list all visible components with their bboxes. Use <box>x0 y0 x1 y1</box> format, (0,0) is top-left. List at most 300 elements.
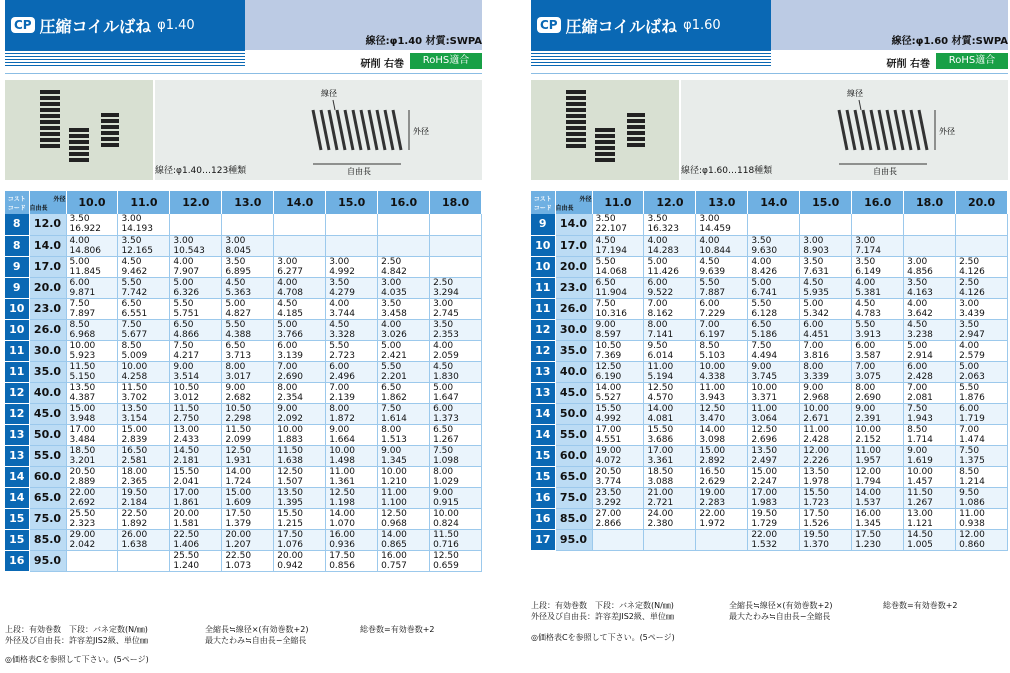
table-cell <box>696 508 748 529</box>
table-cell <box>956 319 1008 340</box>
active-coils: 6.00 <box>803 319 824 330</box>
cost-code: 10 <box>531 256 555 277</box>
spring-constant: 1.498 <box>329 455 355 466</box>
free-length: 50.0 <box>29 424 66 445</box>
table-cell <box>748 235 800 256</box>
spring-constant: 6.190 <box>595 371 622 382</box>
active-coils: 6.00 <box>277 340 298 351</box>
free-length: 35.0 <box>29 361 66 382</box>
active-coils: 14.50 <box>907 529 933 540</box>
spring-constant: 0.865 <box>381 539 407 550</box>
spring-constant: 0.856 <box>329 560 355 571</box>
spring-constant: 1.345 <box>381 455 407 466</box>
table-row <box>5 319 482 340</box>
table-row <box>531 298 1008 319</box>
spring-constant: 1.198 <box>329 497 355 508</box>
spring-constant: 3.201 <box>69 455 96 466</box>
cost-code: 11 <box>531 298 555 319</box>
active-coils: 3.00 <box>699 214 720 224</box>
table-cell <box>378 277 430 298</box>
spring-constant: 4.185 <box>277 308 304 319</box>
active-coils: 15.00 <box>751 466 778 477</box>
table-cell <box>118 361 170 382</box>
table-cell <box>326 277 378 298</box>
spring-constant: 2.579 <box>959 350 985 361</box>
table-cell <box>430 466 482 487</box>
table-cell <box>430 403 482 424</box>
table-cell <box>800 508 852 529</box>
spring-constant: 2.298 <box>225 413 252 424</box>
free-length: 20.0 <box>555 256 592 277</box>
active-coils: 19.50 <box>803 529 830 540</box>
spring-constant: 1.214 <box>959 476 985 487</box>
col-header: 13.0 <box>696 191 748 214</box>
spring-constant: 2.391 <box>855 413 881 424</box>
active-coils: 7.50 <box>173 340 194 351</box>
active-coils: 11.50 <box>173 403 200 414</box>
spring-photo <box>531 80 679 180</box>
table-cell <box>326 382 378 403</box>
table-cell <box>592 445 644 466</box>
active-coils: 10.00 <box>803 403 830 414</box>
spring-constant: 16.922 <box>69 224 101 234</box>
table-cell <box>222 529 274 550</box>
table-cell <box>170 214 222 235</box>
table-cell <box>326 319 378 340</box>
table-cell <box>118 529 170 550</box>
active-coils: 8.00 <box>855 382 876 393</box>
active-coils: 3.00 <box>277 256 298 267</box>
table-cell <box>956 445 1008 466</box>
table-cell <box>378 256 430 277</box>
spring-constant: 0.659 <box>433 560 459 571</box>
active-coils: 4.50 <box>855 298 876 309</box>
spring-constant: 4.842 <box>381 266 407 277</box>
active-coils: 13.00 <box>173 424 200 435</box>
active-coils: 3.00 <box>803 235 824 246</box>
table-cell <box>430 487 482 508</box>
table-cell <box>592 508 644 529</box>
table-cell <box>800 529 852 550</box>
spring-constant: 1.957 <box>855 455 881 466</box>
table-cell <box>696 235 748 256</box>
active-coils: 12.50 <box>277 466 304 477</box>
table-cell <box>904 445 956 466</box>
active-coils: 18.50 <box>647 466 674 477</box>
spring-constant: 5.342 <box>803 308 830 319</box>
spring-constant: 2.099 <box>225 434 252 445</box>
active-coils: 11.00 <box>803 424 830 435</box>
active-coils: 3.00 <box>959 298 980 309</box>
active-coils: 9.00 <box>225 382 246 393</box>
spring-constant: 3.154 <box>121 413 148 424</box>
active-coils: 17.00 <box>173 487 200 498</box>
table-cell <box>904 319 956 340</box>
active-coils: 8.50 <box>959 466 980 477</box>
table-cell <box>378 361 430 382</box>
table-cell <box>170 550 222 571</box>
table-cell <box>118 466 170 487</box>
spring-constant: 2.421 <box>381 350 407 361</box>
active-coils: 6.00 <box>647 277 668 288</box>
spring-constant: 4.258 <box>121 371 148 382</box>
table-row <box>531 235 1008 256</box>
table-cell <box>696 445 748 466</box>
table-cell <box>326 529 378 550</box>
active-coils: 17.00 <box>69 424 96 435</box>
col-header: 13.0 <box>222 191 274 214</box>
table-cell <box>644 319 696 340</box>
table-cell <box>592 424 644 445</box>
table-cell <box>748 340 800 361</box>
cost-code: 9 <box>5 277 29 298</box>
table-cell <box>170 445 222 466</box>
table-row <box>5 382 482 403</box>
table-cell <box>644 466 696 487</box>
active-coils: 4.00 <box>329 298 350 309</box>
active-coils: 12.50 <box>751 424 778 435</box>
spring-constant: 0.716 <box>433 539 459 550</box>
table-cell <box>956 403 1008 424</box>
table-cell <box>800 487 852 508</box>
spring-constant: 2.723 <box>329 350 355 361</box>
spring-constant: 1.532 <box>751 539 778 550</box>
table-cell <box>66 424 118 445</box>
active-coils: 6.50 <box>381 382 402 393</box>
spring-constant: 3.816 <box>803 350 830 361</box>
free-length: 85.0 <box>555 508 592 529</box>
active-coils: 7.00 <box>647 298 668 309</box>
spring-constant: 2.889 <box>69 476 96 487</box>
spring-constant: 3.361 <box>647 455 674 466</box>
table-cell <box>118 340 170 361</box>
table-cell <box>274 319 326 340</box>
table-cell <box>222 550 274 571</box>
active-coils: 4.00 <box>699 235 720 246</box>
active-coils: 7.50 <box>907 403 928 414</box>
table-cell <box>852 487 904 508</box>
spring-constant: 0.938 <box>959 518 985 529</box>
spring-constant: 1.876 <box>959 392 985 403</box>
spring-constant: 3.458 <box>381 308 407 319</box>
active-coils: 15.50 <box>595 403 622 414</box>
active-coils: 5.00 <box>69 256 90 267</box>
spring-constant: 9.871 <box>69 287 96 298</box>
active-coils: 10.50 <box>595 340 622 351</box>
table-cell <box>66 361 118 382</box>
label-wire: 線径 <box>847 89 863 98</box>
corner-header: 外径 自由長 <box>29 191 66 214</box>
table-cell <box>326 403 378 424</box>
active-coils: 10.00 <box>433 508 459 519</box>
table-cell <box>696 466 748 487</box>
active-coils: 4.50 <box>277 298 298 309</box>
note-3: 全縮長≒線径×(有効巻数+2) <box>205 625 309 634</box>
spring-constant: 2.696 <box>751 434 778 445</box>
table-cell <box>170 382 222 403</box>
table-cell <box>956 424 1008 445</box>
spring-constant: 1.098 <box>433 455 459 466</box>
spring-constant: 1.972 <box>699 518 726 529</box>
free-length: 95.0 <box>555 529 592 550</box>
col-header: 12.0 <box>644 191 696 214</box>
table-cell <box>170 256 222 277</box>
spring-constant: 5.009 <box>121 350 148 361</box>
active-coils: 4.00 <box>751 256 772 267</box>
spring-constant: 2.745 <box>433 308 459 319</box>
table-cell <box>222 403 274 424</box>
spring-constant: 2.947 <box>959 329 985 340</box>
free-length: 17.0 <box>555 235 592 256</box>
table-cell <box>378 403 430 424</box>
table-cell <box>956 361 1008 382</box>
spring-constant: 1.729 <box>751 518 778 529</box>
free-length: 85.0 <box>29 529 66 550</box>
active-coils: 3.50 <box>381 298 402 309</box>
table-cell <box>644 487 696 508</box>
spring-constant: 3.012 <box>173 392 200 403</box>
active-coils: 17.50 <box>277 529 304 540</box>
spring-constant: 1.638 <box>277 455 304 466</box>
active-coils: 11.50 <box>121 382 148 393</box>
active-coils: 5.00 <box>173 277 194 288</box>
active-coils: 17.50 <box>329 550 355 561</box>
active-coils: 15.00 <box>121 424 148 435</box>
corner-cell: コスト コード <box>531 191 555 214</box>
col-header: 15.0 <box>800 191 852 214</box>
table-cell <box>118 277 170 298</box>
table-cell <box>118 508 170 529</box>
free-length: 30.0 <box>29 340 66 361</box>
spring-constant: 1.457 <box>907 476 933 487</box>
col-header: 12.0 <box>170 191 222 214</box>
table-cell <box>170 298 222 319</box>
active-coils: 6.50 <box>751 319 772 330</box>
table-row <box>531 529 1008 550</box>
spring-constant: 2.839 <box>121 434 148 445</box>
active-coils: 21.00 <box>647 487 674 498</box>
note-1: 上段：有効巻数 下段：バネ定数(N/㎜) <box>5 625 148 634</box>
active-coils: 16.00 <box>329 529 355 540</box>
active-coils: 10.00 <box>329 445 355 456</box>
spring-constant: 5.186 <box>751 329 778 340</box>
active-coils: 6.00 <box>433 403 454 414</box>
active-coils: 5.00 <box>751 277 772 288</box>
cost-code: 9 <box>531 214 555 235</box>
table-cell <box>378 529 430 550</box>
spring-constant: 7.174 <box>855 245 881 256</box>
table-cell <box>748 487 800 508</box>
spring-constant: 1.513 <box>381 434 407 445</box>
spring-constant: 2.968 <box>803 392 830 403</box>
spring-constant: 2.063 <box>959 371 985 382</box>
spring-constant: 1.210 <box>381 476 407 487</box>
active-coils: 17.00 <box>647 445 674 456</box>
table-cell <box>170 466 222 487</box>
table-cell <box>66 550 118 571</box>
table-row <box>5 256 482 277</box>
table-cell <box>592 340 644 361</box>
table-row <box>5 508 482 529</box>
table-cell <box>170 340 222 361</box>
active-coils: 13.50 <box>69 382 96 393</box>
active-coils: 8.00 <box>647 319 668 330</box>
active-coils: 6.50 <box>173 319 194 330</box>
active-coils: 3.50 <box>855 256 876 267</box>
table-cell <box>904 466 956 487</box>
table-cell <box>274 382 326 403</box>
spring-constant: 7.229 <box>699 308 726 319</box>
free-length: 14.0 <box>555 214 592 235</box>
spring-constant: 3.339 <box>803 371 830 382</box>
spring-constant: 2.581 <box>121 455 148 466</box>
table-row <box>531 466 1008 487</box>
table-cell <box>956 382 1008 403</box>
table-cell <box>748 382 800 403</box>
table-cell <box>170 487 222 508</box>
spring-constant: 6.895 <box>225 266 252 277</box>
table-cell <box>852 403 904 424</box>
table-cell <box>326 508 378 529</box>
active-coils: 6.50 <box>433 424 454 435</box>
spring-constant: 2.365 <box>121 476 148 487</box>
active-coils: 10.00 <box>699 361 726 372</box>
table-cell <box>644 214 696 235</box>
spring-constant: 2.866 <box>595 518 622 529</box>
cost-code: 12 <box>531 340 555 361</box>
spring-constant: 7.141 <box>647 329 674 340</box>
active-coils: 29.00 <box>69 529 96 540</box>
table-cell <box>852 235 904 256</box>
cost-code: 9 <box>5 256 29 277</box>
active-coils: 3.50 <box>647 214 668 224</box>
table-cell <box>170 508 222 529</box>
free-length: 40.0 <box>555 361 592 382</box>
spring-photo <box>5 80 153 180</box>
rohs-badge: RoHS適合 <box>410 53 482 69</box>
table-cell <box>66 277 118 298</box>
spring-constant: 3.064 <box>751 413 778 424</box>
active-coils: 5.50 <box>225 319 246 330</box>
table-cell <box>852 277 904 298</box>
spring-constant: 8.903 <box>803 245 830 256</box>
table-cell <box>378 298 430 319</box>
spring-constant: 2.184 <box>121 497 148 508</box>
note-4: 最大たわみ≒自由長−全縮長 <box>729 612 831 621</box>
table-cell <box>430 340 482 361</box>
cost-code: 14 <box>531 403 555 424</box>
table-cell <box>170 361 222 382</box>
table-cell <box>956 214 1008 235</box>
table-cell <box>274 361 326 382</box>
table-cell <box>904 529 956 550</box>
spring-constant: 4.866 <box>173 329 200 340</box>
spring-constant: 6.326 <box>173 287 200 298</box>
free-length: 35.0 <box>555 340 592 361</box>
active-coils: 4.00 <box>855 277 876 288</box>
table-cell <box>118 550 170 571</box>
page-right <box>531 0 1008 673</box>
free-length: 55.0 <box>29 445 66 466</box>
spring-diagram <box>155 80 482 180</box>
table-cell <box>430 550 482 571</box>
spring-constant: 7.742 <box>121 287 148 298</box>
table-cell <box>430 277 482 298</box>
note-1: 上段：有効巻数 下段：バネ定数(N/㎜) <box>531 601 674 610</box>
spring-constant: 2.428 <box>803 434 830 445</box>
table-cell <box>66 214 118 235</box>
active-coils: 2.50 <box>959 277 980 288</box>
col-header: 15.0 <box>326 191 378 214</box>
active-coils: 7.50 <box>433 445 454 456</box>
spring-constant: 1.609 <box>225 497 252 508</box>
spring-constant: 5.103 <box>699 350 726 361</box>
active-coils: 3.00 <box>173 235 194 246</box>
spring-constant: 12.165 <box>121 245 153 256</box>
page-title: 圧縮コイルばね <box>565 16 678 36</box>
free-length: 65.0 <box>29 487 66 508</box>
spring-constant: 1.794 <box>855 476 881 487</box>
free-length: 14.0 <box>29 235 66 256</box>
active-coils: 22.00 <box>699 508 726 519</box>
table-cell <box>956 298 1008 319</box>
table-row <box>5 424 482 445</box>
spring-constant: 4.827 <box>225 308 252 319</box>
table-cell <box>800 256 852 277</box>
table-cell <box>222 382 274 403</box>
active-coils: 9.50 <box>647 340 668 351</box>
table-cell <box>852 319 904 340</box>
active-coils: 13.50 <box>277 487 304 498</box>
category-badge: CP <box>537 17 561 33</box>
active-coils: 5.00 <box>433 382 454 393</box>
cost-code: 14 <box>5 466 29 487</box>
active-coils: 3.00 <box>381 277 402 288</box>
cost-code: 16 <box>5 550 29 571</box>
active-coils: 8.50 <box>69 319 90 330</box>
table-cell <box>696 319 748 340</box>
spring-constant: 6.197 <box>699 329 726 340</box>
spring-constant: 3.026 <box>381 329 407 340</box>
table-cell <box>904 256 956 277</box>
active-coils: 5.00 <box>647 256 668 267</box>
table-cell <box>274 277 326 298</box>
active-coils: 14.00 <box>647 403 674 414</box>
free-length: 26.0 <box>555 298 592 319</box>
table-cell <box>800 340 852 361</box>
spring-constant: 2.497 <box>751 455 778 466</box>
table-cell <box>904 214 956 235</box>
spring-constant: 1.215 <box>277 518 304 529</box>
spec-text: 線径:φ1.40 材質:SWPA <box>365 36 482 47</box>
active-coils: 4.50 <box>329 319 350 330</box>
active-coils: 4.00 <box>959 340 980 351</box>
active-coils: 11.50 <box>433 529 459 540</box>
spring-constant: 1.375 <box>959 455 985 466</box>
active-coils: 2.50 <box>433 277 454 288</box>
spring-constant: 1.361 <box>329 476 355 487</box>
spring-constant: 1.872 <box>329 413 355 424</box>
label-outer: 外径 <box>939 127 955 136</box>
table-cell <box>118 235 170 256</box>
spring-constant: 1.240 <box>173 560 200 571</box>
active-coils: 22.00 <box>69 487 96 498</box>
active-coils: 6.00 <box>329 361 350 372</box>
active-coils: 15.50 <box>277 508 304 519</box>
spring-constant: 1.861 <box>173 497 200 508</box>
cost-code: 8 <box>5 214 29 235</box>
spring-constant: 3.294 <box>433 287 459 298</box>
